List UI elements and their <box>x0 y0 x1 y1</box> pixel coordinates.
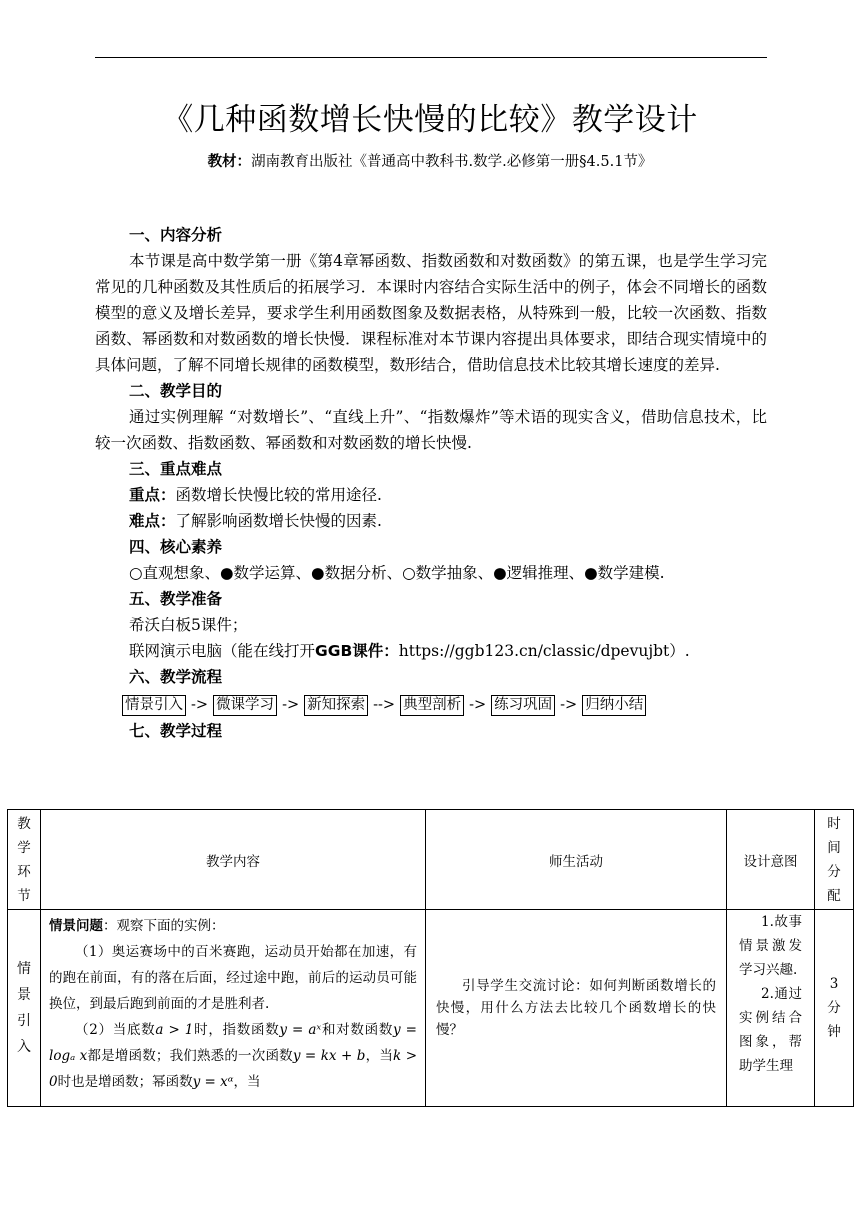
flow-arrow-2: -> <box>282 697 300 713</box>
time-char-2: 分 <box>827 1000 841 1016</box>
header-stage-char-3: 环 <box>17 863 31 880</box>
header-time <box>815 810 854 910</box>
example-2-part-a: （2）当底数 <box>75 1022 156 1038</box>
document-title: 《几种函数增长快慢的比较》教学设计 <box>162 102 698 138</box>
key-point-label: 重点： <box>129 486 176 504</box>
flow-step-3: 新知探索 <box>304 695 368 716</box>
flow-step-6: 归纳小结 <box>582 695 646 716</box>
ggb-label: GGB课件： <box>315 642 399 660</box>
subtitle-text: 湖南教育出版社《普通高中教科书.数学.必修第一册§4.5.1节》 <box>251 154 653 170</box>
math-exponential: y = aˣ <box>279 1022 322 1038</box>
header-stage <box>8 810 41 910</box>
example-2-part-d: 都是增函数；我们熟悉的一次函数 <box>87 1048 293 1064</box>
example-1: （1）奥运赛场中的百米赛跑，运动员开始都在加速，有的跑在前面，有的落在后面，经过途中跑，前后的运动员可能换位，到最后跑到前面的才是胜利者. <box>49 944 417 1012</box>
header-rule <box>95 57 767 58</box>
table-header-row <box>8 810 854 910</box>
teaching-process-table <box>7 809 854 1107</box>
flow-arrow-1: -> <box>191 697 209 713</box>
math-logarithm: y = logₐ x <box>49 1022 417 1064</box>
preparation-line-1: 希沃白板5课件； <box>129 616 248 634</box>
section-heading-key-points: 三、重点难点 <box>129 460 223 478</box>
math-a-gt-1: a > 1 <box>155 1022 194 1038</box>
example-2-part-c: 和对数函数 <box>321 1022 394 1038</box>
ggb-url-text: https://ggb123.cn/classic/dpevujbt）. <box>398 642 690 660</box>
header-time-char-4: 配 <box>827 887 841 904</box>
document-subtitle <box>0 150 860 171</box>
preparation-line-2-pre: 联网演示电脑（能在线打开 <box>129 642 316 660</box>
paragraph-objectives: 通过实例理解 “对数增长”、“直线上升”、“指数爆炸”等术语的现实含义，借助信息技术，比较一次函数、指数函数、幂函数和对数函数的增长快慢. <box>95 408 767 452</box>
stage-cell <box>8 910 41 1107</box>
document-body <box>95 222 767 744</box>
header-design: 设计意图 <box>727 810 815 910</box>
subtitle-label: 教材： <box>207 154 252 170</box>
activity-cell: 引导学生交流讨论：如何判断函数增长的快慢，用什么方法去比较几个函数增长的快慢？ <box>426 910 727 1107</box>
core-literacy-list: ○直观想象、●数学运算、●数据分析、○数学抽象、●逻辑推理、●数学建模. <box>129 564 665 582</box>
scenario-question <box>49 913 417 939</box>
stage-char-2: 景 <box>17 987 31 1003</box>
header-time-char-3: 分 <box>827 863 841 880</box>
section-heading-flow: 六、教学流程 <box>129 668 223 686</box>
header-content: 教学内容 <box>41 810 426 910</box>
header-activity: 师生活动 <box>426 810 727 910</box>
math-k-gt-0: k > 0 <box>49 1048 418 1090</box>
math-power: y = xᵅ <box>192 1074 234 1090</box>
difficulty-line <box>95 508 767 534</box>
difficulty-text: 了解影响函数增长快慢的因素. <box>175 512 382 530</box>
stage-char-3: 引 <box>17 1013 31 1029</box>
scenario-question-label: 情景问题 <box>49 918 103 934</box>
flow-arrow-5: -> <box>560 697 578 713</box>
header-time-char-2: 间 <box>827 839 841 856</box>
section-heading-objectives: 二、教学目的 <box>129 382 223 400</box>
stage-char-1: 情 <box>17 961 31 977</box>
stage-char-4: 入 <box>17 1039 31 1055</box>
math-linear: y = kx + b <box>292 1048 366 1064</box>
preparation-line-2 <box>95 638 767 664</box>
content-cell <box>41 910 426 1107</box>
key-point-text: 函数增长快慢比较的常用途径. <box>175 486 382 504</box>
section-heading-core-literacy: 四、核心素养 <box>129 538 223 556</box>
key-point-line <box>95 482 767 508</box>
example-2-part-e: ，当 <box>365 1048 394 1064</box>
paragraph-content-analysis: 本节课是高中数学第一册《第4章幂函数、指数函数和对数函数》的第五课，也是学生学习完常见的几种函数及其性质后的拓展学习．本课时内容结合实际生活中的例子，体会不同增长的函数模型的意义及增长差异，要求学生利用函数图象及数据表格，从特殊到一般，比较一次函数、指数函数、幂函数和对数函数的增长快慢．课程标准对本节课内容提出具体要求，即结合现实情境中的具体问题，了解不同增长规律的函数模型，数形结合，借助信息技术比较其增长速度的差异. <box>95 252 767 374</box>
flow-step-4: 典型剖析 <box>400 695 464 716</box>
flow-step-2: 微课学习 <box>213 695 277 716</box>
example-2 <box>49 1017 417 1095</box>
flow-arrow-4: -> <box>469 697 487 713</box>
header-stage-char-4: 节 <box>17 887 31 904</box>
flow-step-1: 情景引入 <box>122 695 186 716</box>
teaching-flow <box>95 692 767 718</box>
design-point-1: 1.故事情景激发学习兴趣. <box>739 914 802 978</box>
difficulty-label: 难点： <box>129 512 176 530</box>
example-2-part-f: 时也是增函数；幂函数 <box>57 1074 193 1090</box>
header-stage-char-2: 学 <box>17 839 31 856</box>
flow-step-5: 练习巩固 <box>491 695 555 716</box>
example-2-part-g: ，当 <box>233 1074 261 1090</box>
section-heading-content-analysis: 一、内容分析 <box>129 226 223 244</box>
section-heading-process: 七、教学过程 <box>129 722 223 740</box>
time-cell <box>815 910 854 1107</box>
scenario-question-text: ：观察下面的实例： <box>103 918 225 934</box>
time-char-3: 钟 <box>827 1024 841 1040</box>
header-time-char-1: 时 <box>827 815 841 832</box>
flow-arrow-3: --> <box>373 697 396 713</box>
design-cell <box>727 910 815 1107</box>
design-point-2: 2.通过实例结合图象，帮助学生理 <box>739 986 802 1074</box>
table-row <box>8 910 854 1107</box>
example-2-part-b: 时，指数函数 <box>193 1022 280 1038</box>
time-char-1: 3 <box>829 976 839 992</box>
section-heading-preparation: 五、教学准备 <box>129 590 223 608</box>
header-stage-char-1: 教 <box>17 815 31 832</box>
